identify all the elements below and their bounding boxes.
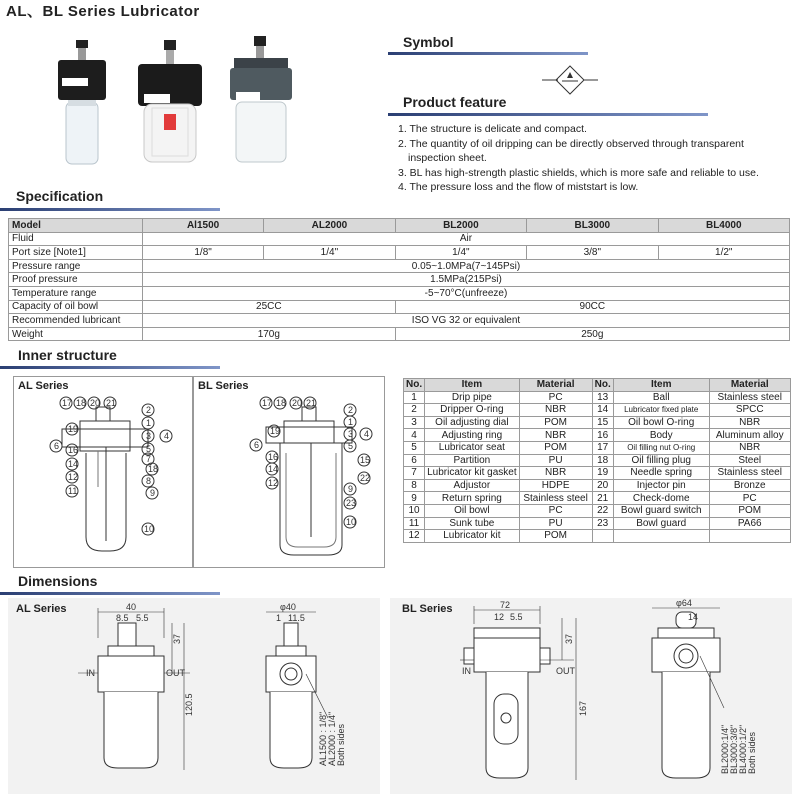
- material-cell: Bronze: [709, 479, 790, 492]
- material-header: Material: [519, 379, 592, 392]
- product-photo-al: [58, 40, 106, 164]
- material-cell: 10: [404, 504, 425, 517]
- spec-value: 250g: [395, 327, 789, 341]
- svg-text:23: 23: [346, 498, 357, 508]
- svg-text:20: 20: [90, 398, 101, 408]
- material-cell: 20: [592, 479, 613, 492]
- svg-text:19: 19: [270, 426, 281, 436]
- material-cell: Adjustor: [425, 479, 520, 492]
- bl-dim-a: 12: [494, 612, 505, 622]
- spec-underline: [0, 208, 220, 211]
- material-cell: Ball: [613, 391, 709, 404]
- material-cell: PC: [709, 492, 790, 505]
- al-dim-dia: φ40: [280, 602, 296, 612]
- bl-dim-note: BL4000:1/2": [738, 724, 748, 774]
- spec-label: Proof pressure: [9, 273, 143, 287]
- material-cell: POM: [519, 416, 592, 429]
- al-dim-h2: 120.5: [184, 693, 194, 716]
- material-cell: Aluminum alloy: [709, 429, 790, 442]
- product-photo-bl: [230, 36, 292, 162]
- svg-text:3: 3: [348, 429, 354, 439]
- svg-text:16: 16: [68, 445, 79, 455]
- svg-text:12: 12: [268, 478, 279, 488]
- material-cell: Lubricator fixed plate: [613, 404, 709, 417]
- feature-item: 2. The quantity of oil dripping can be directly observed through transparent: [398, 137, 744, 150]
- material-cell: Steel: [709, 454, 790, 467]
- material-cell: 17: [592, 441, 613, 454]
- material-cell: Dripper O-ring: [425, 404, 520, 417]
- material-row: [404, 454, 791, 467]
- material-cell: 11: [404, 517, 425, 530]
- svg-text:3: 3: [146, 431, 152, 441]
- spec-value: 3/8": [527, 246, 658, 260]
- material-row: [404, 479, 791, 492]
- al-inner-panel: [13, 376, 193, 568]
- bl-dims-panel: [390, 598, 792, 794]
- al-dim-c: 1: [276, 613, 282, 623]
- material-cell: 18: [592, 454, 613, 467]
- material-table: [403, 378, 791, 543]
- svg-text:1: 1: [146, 418, 152, 428]
- material-cell: NBR: [709, 441, 790, 454]
- material-cell: Bowl guard switch: [613, 504, 709, 517]
- material-cell: [709, 530, 790, 543]
- material-cell: Oil filling nut O-ring: [613, 441, 709, 454]
- al-dims-panel: [8, 598, 380, 794]
- feature-underline: [388, 113, 708, 116]
- material-cell: 5: [404, 441, 425, 454]
- material-cell: Stainless steel: [709, 467, 790, 480]
- material-row: [404, 429, 791, 442]
- svg-text:16: 16: [268, 452, 279, 462]
- material-row: [404, 530, 791, 543]
- material-header: Item: [613, 379, 709, 392]
- material-cell: PC: [519, 504, 592, 517]
- svg-text:22: 22: [360, 473, 371, 483]
- product-photo-al2000: [138, 40, 202, 162]
- material-cell: 16: [592, 429, 613, 442]
- spec-row: [9, 259, 790, 273]
- material-cell: NBR: [519, 404, 592, 417]
- svg-text:6: 6: [254, 440, 260, 450]
- material-cell: Oil adjusting dial: [425, 416, 520, 429]
- spec-value: 25CC: [143, 300, 396, 314]
- svg-text:17: 17: [62, 398, 73, 408]
- al-dim-out: OUT: [166, 668, 185, 678]
- spec-label: Recommended lubricant: [9, 314, 143, 328]
- spec-row: [9, 327, 790, 341]
- bl-dim-in: IN: [462, 666, 471, 676]
- material-cell: 9: [404, 492, 425, 505]
- feature-item: 1. The structure is delicate and compact.: [398, 123, 587, 135]
- material-cell: Stainless steel: [519, 492, 592, 505]
- material-cell: Injector pin: [613, 479, 709, 492]
- spec-row: [9, 246, 790, 260]
- material-row: [404, 467, 791, 480]
- svg-text:11: 11: [68, 486, 78, 496]
- material-cell: 19: [592, 467, 613, 480]
- feature-item: 4. The pressure loss and the flow of miststart is low.: [398, 181, 639, 193]
- spec-row: [9, 273, 790, 287]
- bl-dim-c: 14: [688, 612, 699, 622]
- spec-header: BL2000: [395, 219, 526, 233]
- spec-value: 1/4": [395, 246, 526, 260]
- bl-dims-diagram: [390, 598, 792, 794]
- spec-label: Temperature range: [9, 286, 143, 300]
- material-row: [404, 441, 791, 454]
- svg-text:4: 4: [164, 431, 170, 441]
- al-dim-b: 5.5: [136, 613, 149, 623]
- material-cell: 15: [592, 416, 613, 429]
- svg-text:15: 15: [360, 455, 371, 465]
- material-header-row: [404, 379, 791, 392]
- spec-value: 0.05~1.0MPa(7~145Psi): [143, 259, 790, 273]
- material-row: [404, 404, 791, 417]
- material-header: No.: [592, 379, 613, 392]
- spec-value: 1/8": [143, 246, 264, 260]
- al-dim-a: 8.5: [116, 613, 129, 623]
- svg-text:2: 2: [348, 405, 354, 415]
- material-cell: Lubricator kit: [425, 530, 520, 543]
- svg-text:4: 4: [364, 429, 370, 439]
- svg-text:6: 6: [54, 441, 60, 451]
- material-cell: 22: [592, 504, 613, 517]
- spec-table: [8, 218, 790, 341]
- al-dim-note: AL2000 : 1/4": [327, 711, 337, 766]
- al-dim-d: 11.5: [288, 613, 305, 623]
- svg-text:21: 21: [106, 398, 117, 408]
- material-cell: NBR: [519, 429, 592, 442]
- material-cell: PU: [519, 454, 592, 467]
- bl-inner-panel: [193, 376, 385, 568]
- material-row: [404, 504, 791, 517]
- page-title: AL、BL Series Lubricator: [6, 3, 200, 20]
- material-cell: POM: [709, 504, 790, 517]
- spec-header: AL2000: [264, 219, 395, 233]
- spec-table-wrap: [8, 218, 790, 341]
- svg-text:14: 14: [268, 464, 279, 474]
- material-cell: 12: [404, 530, 425, 543]
- svg-text:21: 21: [306, 398, 317, 408]
- bl-inner-diagram: [194, 377, 384, 567]
- svg-text:14: 14: [68, 459, 79, 469]
- spec-value: Air: [143, 232, 790, 246]
- material-cell: Lubricator kit gasket: [425, 467, 520, 480]
- svg-text:19: 19: [68, 424, 79, 434]
- material-cell: 14: [592, 404, 613, 417]
- spec-row: [9, 314, 790, 328]
- spec-value: 1.5MPa(215Psi): [143, 273, 790, 287]
- svg-text:2: 2: [146, 405, 152, 415]
- material-row: [404, 517, 791, 530]
- material-cell: 21: [592, 492, 613, 505]
- material-cell: 23: [592, 517, 613, 530]
- spec-value: ISO VG 32 or equivalent: [143, 314, 790, 328]
- svg-text:18: 18: [148, 464, 159, 474]
- symbol-title: Symbol: [403, 34, 454, 50]
- al-inner-diagram: [14, 377, 192, 567]
- svg-text:10: 10: [346, 517, 357, 527]
- lubricator-symbol-icon: [540, 64, 600, 101]
- al-dim-in: IN: [86, 668, 95, 678]
- svg-text:8: 8: [146, 476, 152, 486]
- inner-title: Inner structure: [18, 347, 117, 363]
- material-cell: NBR: [709, 416, 790, 429]
- svg-text:20: 20: [292, 398, 303, 408]
- material-cell: Needle spring: [613, 467, 709, 480]
- feature-title: Product feature: [403, 94, 507, 110]
- feature-item: inspection sheet.: [408, 152, 487, 164]
- spec-row: [9, 286, 790, 300]
- material-cell: SPCC: [709, 404, 790, 417]
- spec-value: 1/2": [658, 246, 789, 260]
- spec-row: [9, 232, 790, 246]
- lubricator-photos: [40, 30, 330, 180]
- spec-label: Pressure range: [9, 259, 143, 273]
- material-cell: HDPE: [519, 479, 592, 492]
- material-cell: Partition: [425, 454, 520, 467]
- feature-list: [398, 122, 798, 195]
- material-cell: Bowl guard: [613, 517, 709, 530]
- dims-underline: [0, 592, 220, 595]
- material-cell: POM: [519, 441, 592, 454]
- svg-text:1: 1: [348, 417, 354, 427]
- material-header: Material: [709, 379, 790, 392]
- material-row: [404, 416, 791, 429]
- material-cell: POM: [519, 530, 592, 543]
- material-row: [404, 391, 791, 404]
- material-cell: [613, 530, 709, 543]
- svg-text:7: 7: [146, 454, 152, 464]
- inner-underline: [0, 366, 220, 369]
- al-dim-h1: 37: [172, 633, 182, 644]
- spec-label: Capacity of oil bowl: [9, 300, 143, 314]
- material-table-wrap: [403, 378, 791, 543]
- bl-dim-note: Both sides: [747, 731, 757, 774]
- material-cell: 6: [404, 454, 425, 467]
- svg-text:5: 5: [146, 444, 152, 454]
- material-header: Item: [425, 379, 520, 392]
- material-row: [404, 492, 791, 505]
- bl-dim-b: 5.5: [510, 612, 523, 622]
- material-cell: [592, 530, 613, 543]
- material-cell: Adjusting ring: [425, 429, 520, 442]
- bl-dim-note: BL3000:3/8": [729, 724, 739, 774]
- material-cell: Return spring: [425, 492, 520, 505]
- svg-text:9: 9: [150, 488, 156, 498]
- al-dims-diagram: [8, 598, 380, 794]
- al-dim-note: AL1500 : 1/8": [318, 711, 328, 766]
- spec-value: 170g: [143, 327, 396, 341]
- bl-dim-note: BL2000:1/4": [720, 724, 730, 774]
- dims-title: Dimensions: [18, 573, 98, 589]
- spec-value: -5~70°C(unfreeze): [143, 286, 790, 300]
- material-cell: Oil bowl O-ring: [613, 416, 709, 429]
- spec-title: Specification: [16, 188, 104, 204]
- spec-header: Model: [9, 219, 143, 233]
- svg-text:18: 18: [76, 398, 87, 408]
- material-cell: 1: [404, 391, 425, 404]
- bl-dim-h1: 37: [564, 633, 574, 644]
- svg-text:18: 18: [276, 398, 287, 408]
- symbol-underline: [388, 52, 588, 55]
- material-cell: Lubricator seat: [425, 441, 520, 454]
- bl-inner-label: BL Series: [198, 380, 249, 392]
- bl-dim-out: OUT: [556, 666, 575, 676]
- svg-text:10: 10: [144, 524, 155, 534]
- material-cell: 7: [404, 467, 425, 480]
- material-cell: PA66: [709, 517, 790, 530]
- material-cell: 8: [404, 479, 425, 492]
- material-cell: PU: [519, 517, 592, 530]
- feature-item: 3. BL has high-strength plastic shields, which is more safe and reliable to use.: [398, 166, 759, 179]
- spec-header-row: [9, 219, 790, 233]
- spec-header: Al1500: [143, 219, 264, 233]
- material-cell: PC: [519, 391, 592, 404]
- material-cell: 2: [404, 404, 425, 417]
- bl-dim-dia: φ64: [676, 598, 692, 608]
- material-cell: Oil bowl: [425, 504, 520, 517]
- svg-text:17: 17: [262, 398, 273, 408]
- bl-dims-label: BL Series: [402, 603, 453, 615]
- material-cell: 3: [404, 416, 425, 429]
- al-dim-width: 40: [126, 602, 137, 612]
- spec-label: Port size [Note1]: [9, 246, 143, 260]
- spec-value: 1/4": [264, 246, 395, 260]
- svg-text:5: 5: [348, 441, 354, 451]
- al-dims-label: AL Series: [16, 603, 67, 615]
- spec-header: BL4000: [658, 219, 789, 233]
- material-cell: Stainless steel: [709, 391, 790, 404]
- spec-label: Fluid: [9, 232, 143, 246]
- material-cell: Body: [613, 429, 709, 442]
- spec-row: [9, 300, 790, 314]
- spec-header: BL3000: [527, 219, 658, 233]
- material-cell: Check-dome: [613, 492, 709, 505]
- bl-dim-h2: 167: [578, 700, 588, 716]
- product-photos: [40, 30, 330, 180]
- material-cell: Drip pipe: [425, 391, 520, 404]
- material-cell: Sunk tube: [425, 517, 520, 530]
- svg-text:9: 9: [348, 484, 354, 494]
- material-cell: 13: [592, 391, 613, 404]
- svg-text:12: 12: [68, 472, 79, 482]
- spec-label: Weight: [9, 327, 143, 341]
- material-cell: Oil filling plug: [613, 454, 709, 467]
- material-header: No.: [404, 379, 425, 392]
- al-inner-label: AL Series: [18, 380, 69, 392]
- spec-value: 90CC: [395, 300, 789, 314]
- material-cell: NBR: [519, 467, 592, 480]
- bl-dim-width: 72: [500, 600, 511, 610]
- al-dim-note: Both sides: [336, 723, 346, 766]
- material-cell: 4: [404, 429, 425, 442]
